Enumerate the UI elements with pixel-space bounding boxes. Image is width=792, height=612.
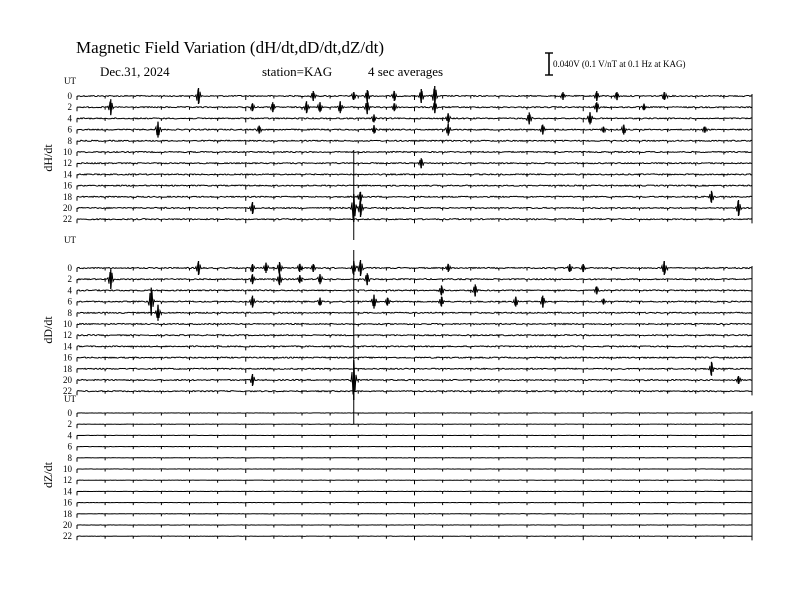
trace-line [77,185,752,186]
trace-line [77,363,752,375]
trace-line [77,219,752,220]
row-hour-label: 20 [63,520,72,530]
trace-line [77,391,752,392]
trace-line [77,140,752,141]
row-hour-label: 12 [63,158,72,169]
row-hour-label: 20 [63,203,72,213]
averaging-label: 4 sec averages [368,64,444,79]
trace-line [77,361,752,394]
row-hour-label: 18 [63,508,72,519]
row-hour-label: 6 [67,296,72,307]
row-hour-label: 10 [63,464,72,474]
chart-title: Magnetic Field Variation (dH/dt,dD/dt,dZ/dt) [76,38,385,57]
row-hour-label: 22 [63,386,72,397]
row-hour-label: 22 [63,531,72,542]
trace-line [77,323,752,324]
panel-axis-label: dZ/dt [41,462,55,488]
row-hour-label: 8 [67,135,72,146]
row-hour-label: 10 [63,147,72,157]
row-hour-label: 18 [63,191,72,202]
row-hour-label: 4 [67,113,72,124]
row-hour-label: 16 [63,180,72,191]
row-hour-label: 2 [67,274,72,285]
row-hour-label: 14 [63,341,72,352]
ut-label: UT [64,394,76,404]
trace-line [77,151,752,152]
row-hour-label: 14 [63,169,72,180]
ut-label: UT [64,235,76,245]
row-hour-label: 4 [67,285,72,296]
scale-label: 0.040V (0.1 V/nT at 0.1 Hz at KAG) [553,59,686,69]
row-hour-label: 0 [67,408,72,418]
row-hour-label: 4 [67,430,72,441]
row-hour-label: 2 [67,419,72,430]
panel-axis-label: dH/dt [41,144,55,172]
row-hour-label: 14 [63,486,72,497]
row-hour-label: 22 [63,214,72,225]
row-hour-label: 10 [63,319,72,329]
trace-line [77,357,752,358]
row-hour-label: 16 [63,352,72,363]
trace-line [77,261,752,274]
station-label: station=KAG [262,64,333,79]
row-hour-label: 0 [67,263,72,273]
row-hour-label: 16 [63,497,72,508]
row-hour-label: 8 [67,307,72,318]
row-hour-label: 18 [63,363,72,374]
row-hour-label: 20 [63,375,72,385]
row-hour-label: 8 [67,452,72,463]
ut-label: UT [64,76,76,86]
row-hour-label: 2 [67,102,72,113]
row-hour-label: 12 [63,330,72,341]
panel-axis-label: dD/dt [41,316,55,344]
row-hour-label: 6 [67,124,72,135]
date-label: Dec.31, 2024 [100,64,170,79]
row-hour-label: 6 [67,441,72,452]
row-hour-label: 12 [63,475,72,486]
row-hour-label: 0 [67,91,72,101]
